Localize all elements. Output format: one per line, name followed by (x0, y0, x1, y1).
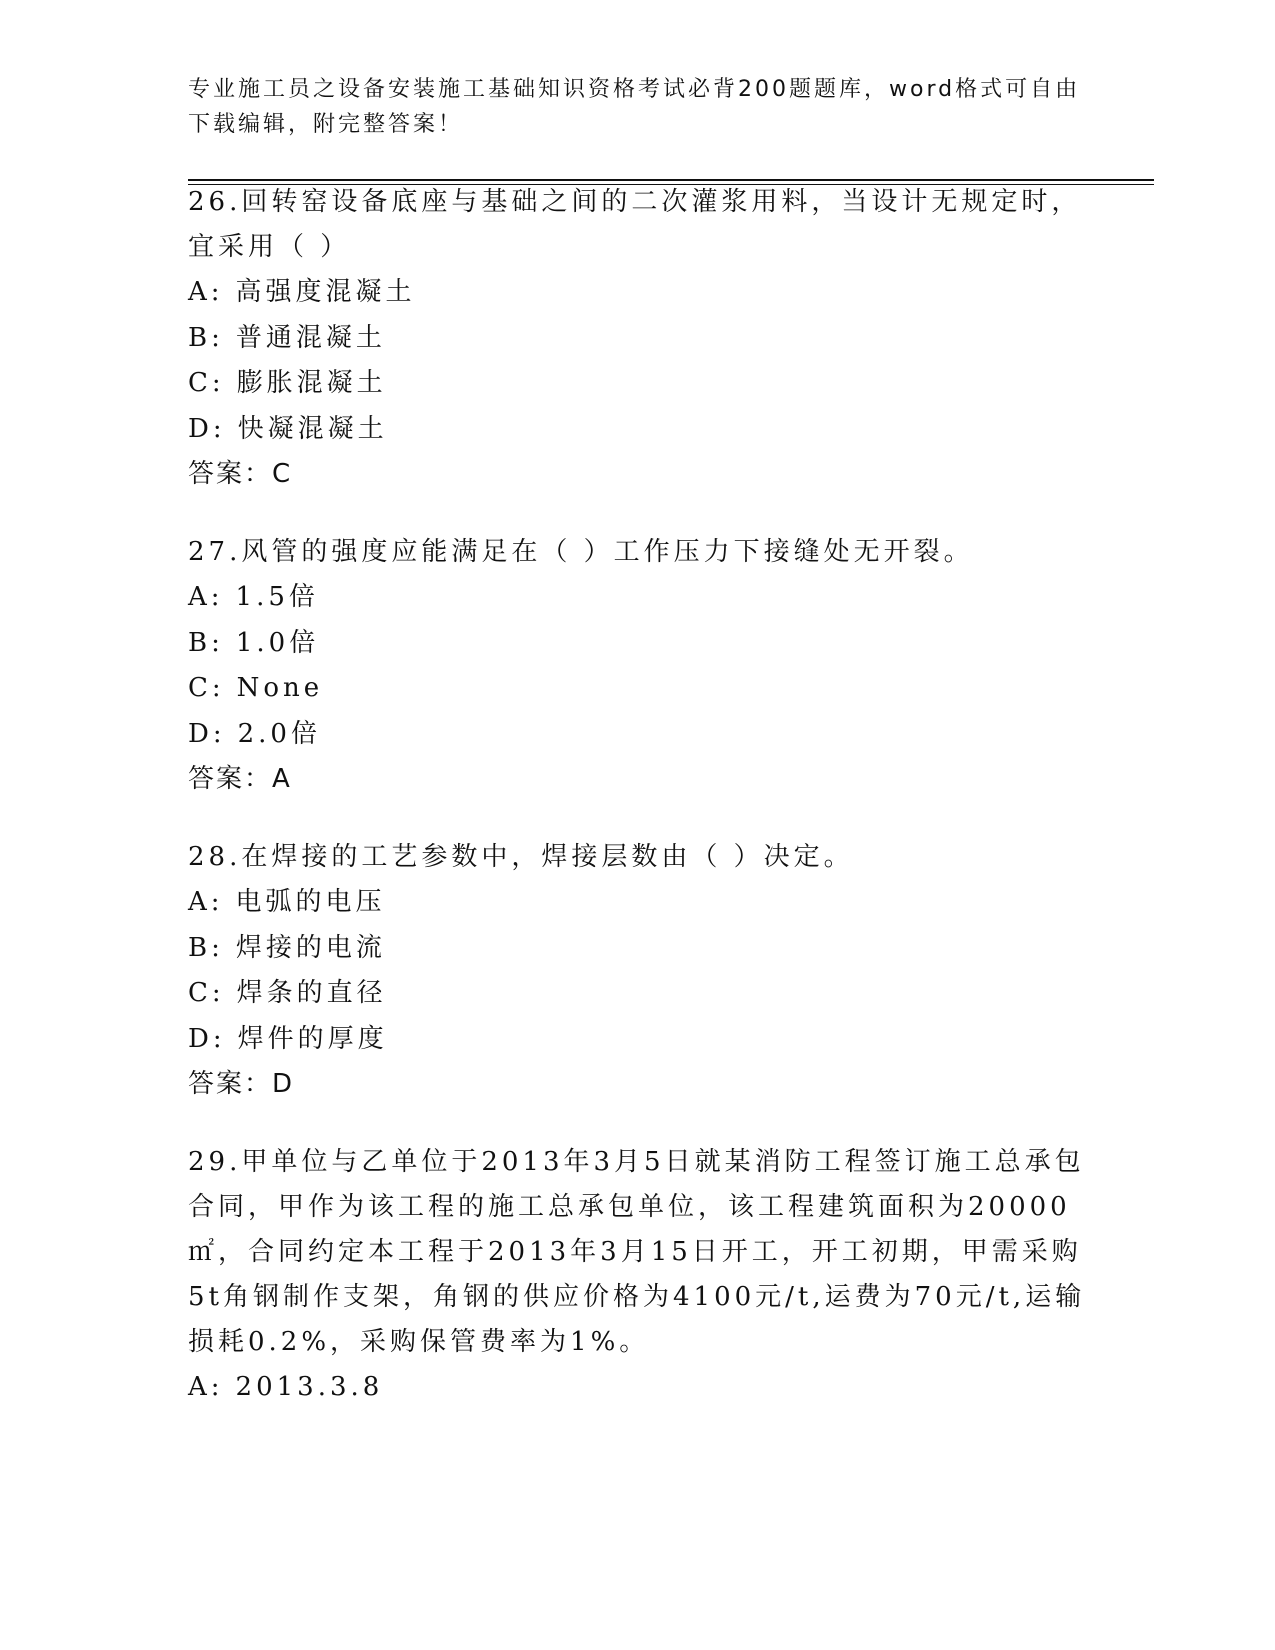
header-line-2: 下载编辑，附完整答案！ (188, 112, 464, 137)
option-text: 膨胀混凝土 (236, 368, 387, 398)
option-text: 1.0倍 (235, 627, 320, 658)
option-letter: B: (188, 932, 224, 963)
option-c (188, 666, 1088, 712)
option-text: None (236, 673, 324, 703)
option-letter: C: (188, 368, 225, 398)
option-text: 高强度混凝土 (235, 277, 416, 307)
option-d (188, 407, 1088, 453)
option-c (188, 361, 1088, 407)
document-header (188, 72, 1088, 142)
question-stem: 29.甲单位与乙单位于2013年3月5日就某消防工程签订施工总承包合同，甲作为该工程的施工总承包单位，该工程建筑面积为20000㎡，合同约定本工程于2013年3月15日开工，开工初期，甲需采购5t角钢制作支架，角钢的供应价格为4100元/t,运费为70元/t,运输损耗0.2%，采购保管费率为1%。 (188, 1147, 1086, 1357)
answer-line: 答案：C (188, 459, 293, 489)
question-29 (188, 1140, 1088, 1411)
question-26 (188, 180, 1088, 497)
header-line-1: 专业施工员之设备安装施工基础知识资格考试必背200题题库，word格式可自由 (188, 77, 1081, 102)
option-text: 电弧的电压 (235, 887, 386, 917)
option-a (188, 575, 1088, 621)
option-text: 快凝混凝土 (237, 413, 388, 444)
question-28 (188, 835, 1088, 1107)
option-letter: A: (188, 887, 224, 917)
option-letter: B: (188, 322, 224, 353)
option-text: 焊接的电流 (235, 932, 386, 963)
option-text: 焊条的直径 (236, 978, 387, 1008)
question-stem: 26.回转窑设备底座与基础之间的二次灌浆用料，当设计无规定时，宜采用（ ） (188, 187, 1082, 262)
option-b (188, 316, 1088, 362)
option-letter: D: (188, 1023, 226, 1054)
option-a (188, 1365, 1088, 1411)
question-stem: 28.在焊接的工艺参数中，焊接层数由（ ）决定。 (188, 842, 854, 872)
option-letter: D: (188, 413, 226, 444)
option-text: 1.5倍 (235, 582, 319, 612)
option-text: 2013.3.8 (235, 1372, 384, 1402)
option-b (188, 621, 1088, 667)
option-c (188, 971, 1088, 1017)
option-text: 普通混凝土 (235, 322, 386, 353)
option-d (188, 712, 1088, 758)
option-letter: D: (188, 718, 226, 749)
question-stem: 27.风管的强度应能满足在（ ）工作压力下接缝处无开裂。 (188, 537, 974, 567)
option-a (188, 880, 1088, 926)
option-b (188, 926, 1088, 972)
option-letter: C: (188, 673, 225, 703)
option-letter: A: (188, 1372, 224, 1402)
option-a (188, 270, 1088, 316)
answer-line: 答案：A (188, 764, 292, 794)
option-letter: A: (188, 582, 224, 612)
option-d (188, 1017, 1088, 1063)
option-letter: C: (188, 978, 225, 1008)
option-text: 2.0倍 (237, 718, 321, 749)
question-27 (188, 530, 1088, 802)
answer-line: 答案：D (188, 1069, 295, 1099)
option-text: 焊件的厚度 (237, 1023, 388, 1054)
option-letter: A: (188, 277, 224, 307)
option-letter: B: (188, 627, 224, 658)
